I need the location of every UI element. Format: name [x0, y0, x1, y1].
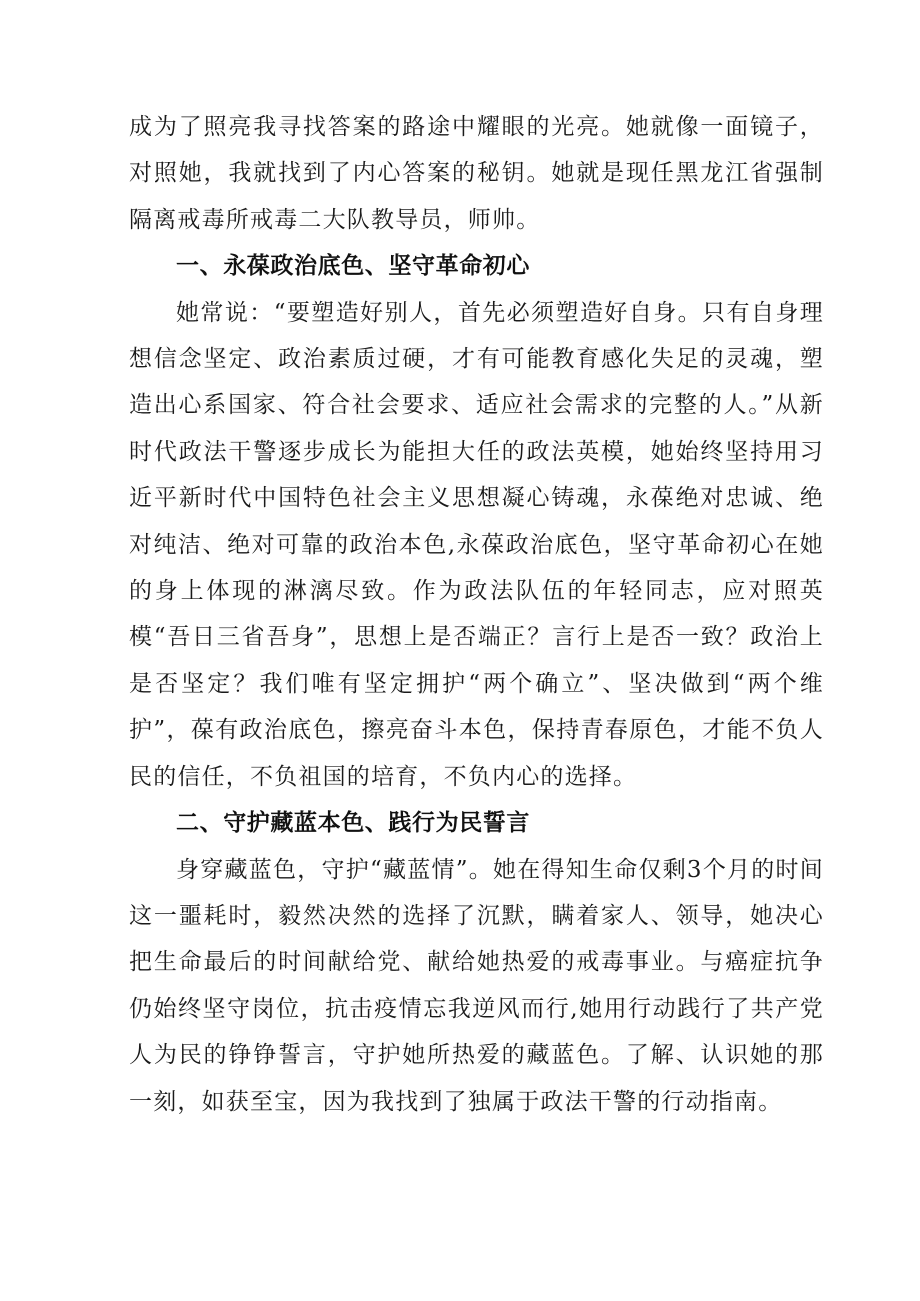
document-body: [129, 104, 824, 1125]
section-heading-1: 一、永葆政治底色、坚守革命初心: [176, 253, 530, 280]
intro-paragraph: 成为了照亮我寻找答案的路途中耀眼的光亮。她就像一面镜子，对照她，我就找到了内心答案的秘钥。她就是现任黑龙江省强制隔离戒毒所戒毒二大队教导员，师帅。: [129, 114, 824, 233]
section-paragraph-1: 她常说：“要塑造好别人，首先必须塑造好自身。只有自身理想信念坚定、政治素质过硬，才有可能教育感化失足的灵魂，塑造出心系国家、符合社会要求、适应社会需求的完整的人。”从新时代政法干警逐步成长为能担大任的政法英模，她始终坚持用习近平新时代中国特色社会主义思想凝心铸魂，永葆绝对忠诚、绝对纯洁、绝对可靠的政治本色,永葆政治底色，坚守革命初心在她的身上体现的淋漓尽致。作为政法队伍的年轻同志，应对照英模“吾日三省吾身”，思想上是否端正？言行上是否一致？政治上是否坚定？我们唯有坚定拥护“两个确立”、坚决做到“两个维护”，葆有政治底色，擦亮奋斗本色，保持青春原色，才能不负人民的信任，不负祖国的培育，不负内心的选择。: [129, 299, 824, 790]
section-heading-2: 二、守护藏蓝本色、践行为民誓言: [176, 810, 530, 837]
section-paragraph-2: 身穿藏蓝色，守护“藏蓝情”。她在得知生命仅剩3个月的时间这一噩耗时，毅然决然的选择了沉默，瞒着家人、领导，她决心把生命最后的时间献给党、献给她热爱的戒毒事业。与癌症抗争仍始终坚守岗位，抗击疫情忘我逆风而行,她用行动践行了共产党人为民的铮铮誓言，守护她所热爱的藏蓝色。了解、认识她的那一刻，如获至宝，因为我找到了独属于政法干警的行动指南。: [129, 856, 824, 1115]
